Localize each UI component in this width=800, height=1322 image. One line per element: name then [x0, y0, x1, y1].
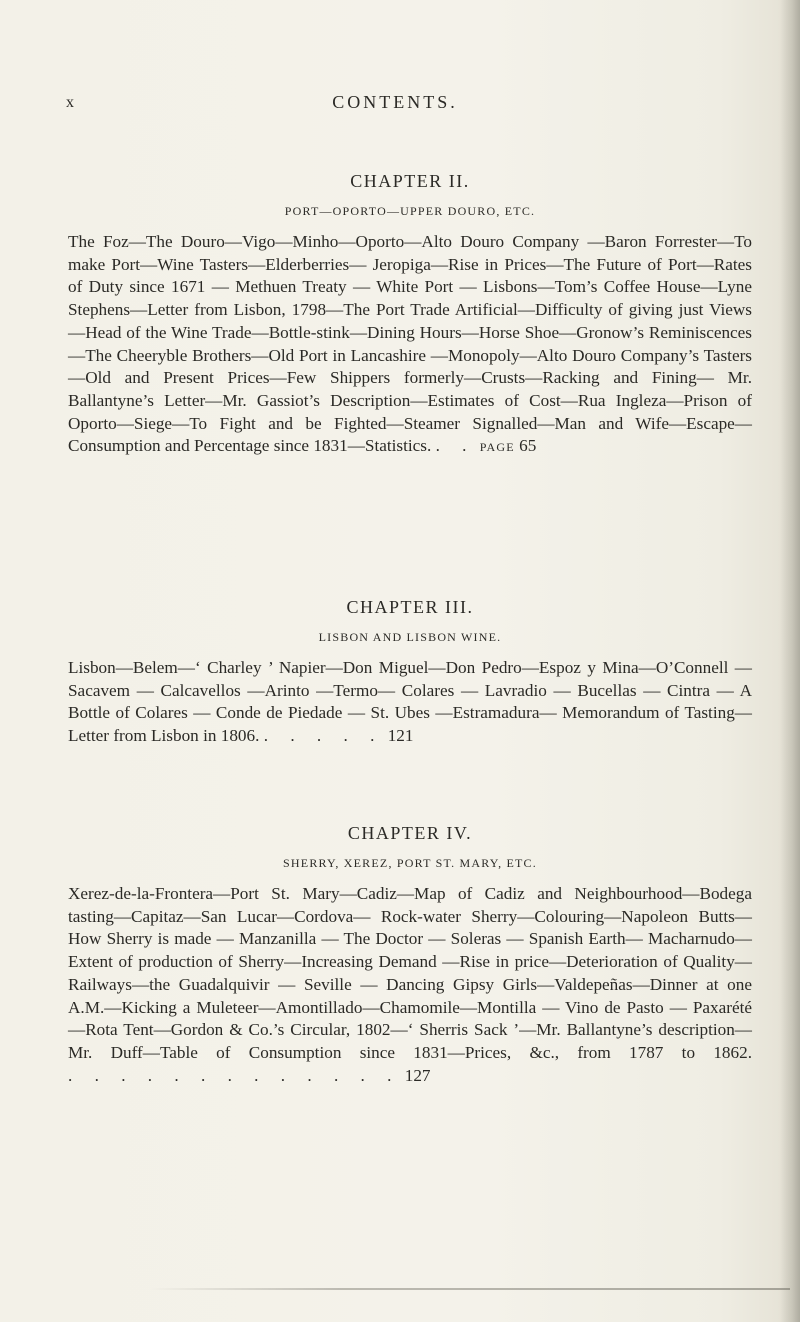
chapter-heading: CHAPTER III. — [346, 597, 474, 617]
page-label: PAGE — [479, 440, 515, 455]
chapter-subhead: PORT—OPORTO—UPPER DOURO, ETC. — [284, 204, 536, 218]
bottom-edge-line — [150, 1288, 790, 1290]
chapter-heading: CHAPTER II. — [350, 171, 470, 191]
page-number: 127 — [404, 1065, 431, 1085]
folio-number: x — [66, 94, 74, 111]
page-edge-shadow — [780, 0, 800, 1322]
running-head — [0, 94, 790, 116]
chapter-2-entry — [68, 171, 752, 459]
dot-leader: . . . . . — [263, 726, 384, 746]
chapter-synopsis — [68, 883, 752, 1087]
dot-leader: . . . . . . . . . . . . . — [68, 1065, 401, 1085]
synopsis-text: Lisbon—Belem—‘ Charley ’ Napier—Don Miguel—Don Pedro—Espoz y Mina—O’Connell — Sacavem — Calcavellos —Arinto —Termo— Colares — Lavradio — Bucellas — Cintra — A Bottle of Colares — Conde de Piedade — St. Ubes —Estramadura— Memorandum of Tasting—Letter from Lisbon in 1806. — [68, 658, 752, 746]
chapter-subhead: SHERRY, XEREZ, PORT ST. MARY, ETC. — [283, 856, 537, 870]
chapter-heading: CHAPTER IV. — [347, 823, 473, 843]
page-reference — [264, 726, 414, 745]
page-reference — [436, 436, 537, 455]
dot-leader: . . — [435, 436, 476, 456]
page-number: 65 — [519, 436, 537, 456]
page-reference — [68, 1066, 431, 1085]
synopsis-text: The Foz—The Douro—Vigo—Minho—Oporto—Alto Douro Company —Baron Forrester—To make Port—Wine Tasters—Elderberries— Jeropiga—Rise in Prices—The Future of Port—Rates of Duty since 1671 — Methuen Treaty — White Port — Lisbons—Tom’s Coffee House—Lyne Stephens—Letter from Lisbon, 1798—The Port Trade Artificial—Difficulty of giving just Views—Head of the Wine Trade—Bottle-stink—Dining Hours—Horse Shoe—Gronow’s Reminiscences—The Cheeryble Brothers—Old Port in Lancashire —Monopoly—Alto Douro Company’s Tasters—Old and Present Prices—Few Shippers formerly—Crusts—Racking and Fining— Mr. Ballantyne’s Letter—Mr. Gassiot’s Description—Estimates of Cost—Rua Ingleza—Prison of Oporto—Siege—To Fight and be Fighted—Steamer Signalled—Man and Wife—Escape—Consumption and Percentage since 1831—Statistics. — [68, 232, 752, 456]
chapter-4-entry — [68, 823, 752, 1087]
page-number: 121 — [387, 726, 414, 746]
chapter-synopsis — [68, 657, 752, 748]
synopsis-text: Xerez-de-la-Frontera—Port St. Mary—Cadiz—Map of Cadiz and Neighbourhood—Bodega tasting—Capitaz—San Lucar—Cordova— Rock-water Sherry—Colouring—Napoleon Butts—How Sherry is made — Manzanilla — The Doctor — Soleras — Spanish Earth— Macharnudo—Extent of production of Sherry—Increasing Demand —Rise in price—Deterioration of Quality—Railways—the Guadalquivir — Seville — Dancing Gipsy Girls—Valdepeñas—Dinner at one A.M.—Kicking a Muleteer—Amontillado—Chamomile—Montilla — Vino de Pasto — Paxarété—Rota Tent—Gordon & Co.’s Circular, 1802—‘ Sherris Sack ’—Mr. Ballantyne’s description—Mr. Duff—Table of Consumption since 1831—Prices, &c., from 1787 to 1862. — [68, 884, 752, 1062]
chapter-3-entry — [68, 597, 752, 748]
running-title: CONTENTS. — [332, 92, 458, 112]
chapter-synopsis — [68, 231, 752, 459]
chapter-subhead: LISBON AND LISBON WINE. — [318, 630, 502, 644]
